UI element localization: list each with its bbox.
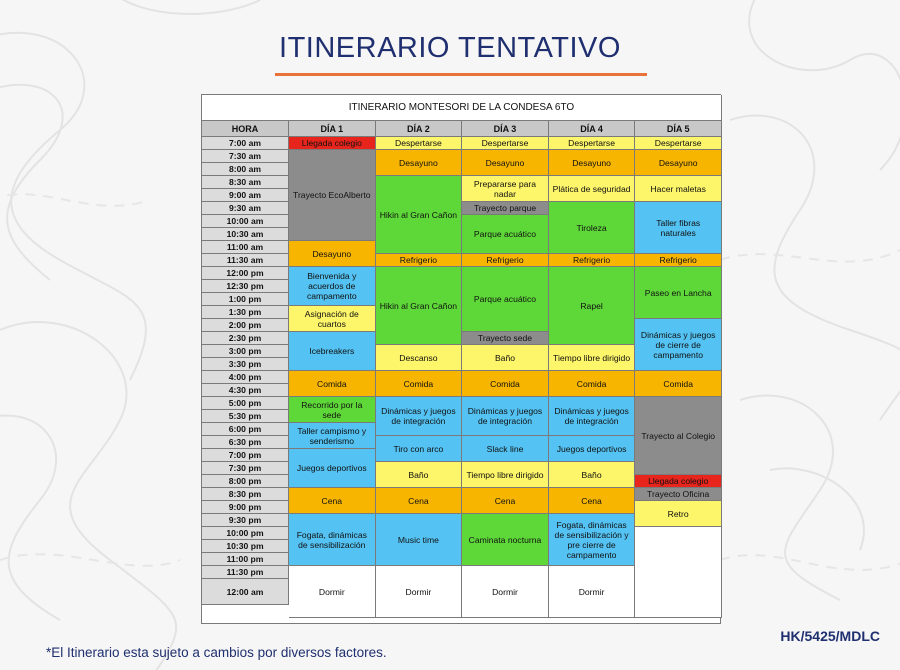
hour-label: 10:30 pm: [202, 540, 289, 553]
event-cell: Trayecto al Colegio: [635, 397, 722, 475]
hour-label: 10:00 pm: [202, 527, 289, 540]
event-cell: Comida: [549, 371, 636, 397]
event-cell: Dormir: [376, 566, 463, 618]
hour-label: 7:00 am: [202, 137, 289, 150]
event-cell: Cena: [376, 488, 463, 514]
event-cell: Desayuno: [549, 150, 636, 176]
event-cell: Comida: [376, 371, 463, 397]
table-caption: ITINERARIO MONTESORI DE LA CONDESA 6TO: [202, 95, 722, 121]
event-cell: Tiro con arco: [376, 436, 463, 462]
event-cell: Desayuno: [376, 150, 463, 176]
event-cell: Recorrido por la sede: [289, 397, 376, 423]
event-cell: Dinámicas y juegos de integración: [462, 397, 549, 436]
event-cell: Despertarse: [635, 137, 722, 150]
hour-label: 12:30 pm: [202, 280, 289, 293]
header-dia-2: DÍA 2: [376, 121, 463, 137]
event-cell: Hikin al Gran Cañon: [376, 176, 463, 254]
hour-label: 11:00 pm: [202, 553, 289, 566]
hour-label: 10:30 am: [202, 228, 289, 241]
event-cell: [635, 527, 722, 618]
event-cell: Parque acuático: [462, 267, 549, 332]
page-title: ITINERARIO TENTATIVO: [279, 32, 621, 64]
event-cell: Refrigerio: [376, 254, 463, 267]
hour-label: 1:30 pm: [202, 306, 289, 319]
event-cell: Llegada colegio: [289, 137, 376, 150]
event-cell: Juegos deportivos: [289, 449, 376, 488]
hour-label: 4:00 pm: [202, 371, 289, 384]
event-cell: Comida: [462, 371, 549, 397]
hour-label: 2:30 pm: [202, 332, 289, 345]
event-cell: Trayecto parque: [462, 202, 549, 215]
hour-label: 8:30 pm: [202, 488, 289, 501]
hour-label: 7:30 pm: [202, 462, 289, 475]
event-cell: Llegada colegio: [635, 475, 722, 488]
hour-label: 11:30 am: [202, 254, 289, 267]
event-cell: Dormir: [549, 566, 636, 618]
title-underline: [275, 73, 647, 76]
event-cell: Taller campismo y senderismo: [289, 423, 376, 449]
event-cell: Icebreakers: [289, 332, 376, 371]
event-cell: Tiempo libre dirigido: [549, 345, 636, 371]
event-cell: Rapel: [549, 267, 636, 345]
header-hora: HORA: [202, 121, 289, 137]
event-cell: Music time: [376, 514, 463, 566]
hour-label: 3:00 pm: [202, 345, 289, 358]
hour-label: 5:30 pm: [202, 410, 289, 423]
event-cell: Despertarse: [376, 137, 463, 150]
event-cell: Fogata, dinámicas de sensibilización: [289, 514, 376, 566]
event-cell: Despertarse: [549, 137, 636, 150]
event-cell: Slack line: [462, 436, 549, 462]
header-dia-4: DÍA 4: [549, 121, 636, 137]
event-cell: Fogata, dinámicas de sensibilización y pre cierre de campamento: [549, 514, 636, 566]
event-cell: Taller fibras naturales: [635, 202, 722, 254]
event-cell: Comida: [635, 371, 722, 397]
event-cell: Refrigerio: [462, 254, 549, 267]
event-cell: Comida: [289, 371, 376, 397]
hour-label: 12:00 pm: [202, 267, 289, 280]
event-cell: Caminata nocturna: [462, 514, 549, 566]
hour-label: 2:00 pm: [202, 319, 289, 332]
hour-label: 8:30 am: [202, 176, 289, 189]
event-cell: Hikin al Gran Cañon: [376, 267, 463, 345]
event-cell: Plática de seguridad: [549, 176, 636, 202]
event-cell: Dinámicas y juegos de integración: [376, 397, 463, 436]
event-cell: Juegos deportivos: [549, 436, 636, 462]
event-cell: Tiempo libre dirigido: [462, 462, 549, 488]
hour-label: 5:00 pm: [202, 397, 289, 410]
hour-label: 8:00 pm: [202, 475, 289, 488]
event-cell: Cena: [549, 488, 636, 514]
event-cell: Refrigerio: [635, 254, 722, 267]
event-cell: Parque acuático: [462, 215, 549, 254]
event-cell: Baño: [462, 345, 549, 371]
event-cell: Baño: [549, 462, 636, 488]
event-cell: Trayecto Oficina: [635, 488, 722, 501]
itinerary-table: [201, 94, 721, 624]
event-cell: Desayuno: [462, 150, 549, 176]
event-cell: Paseo en Lancha: [635, 267, 722, 319]
event-cell: Baño: [376, 462, 463, 488]
hour-label: 6:30 pm: [202, 436, 289, 449]
event-cell: Refrigerio: [549, 254, 636, 267]
hour-label: 9:30 pm: [202, 514, 289, 527]
event-cell: Dinámicas y juegos de cierre de campamento: [635, 319, 722, 371]
hour-label: 7:30 am: [202, 150, 289, 163]
event-cell: Cena: [462, 488, 549, 514]
hour-label: 8:00 am: [202, 163, 289, 176]
header-dia-3: DÍA 3: [462, 121, 549, 137]
hour-label: 9:00 am: [202, 189, 289, 202]
event-cell: Desayuno: [635, 150, 722, 176]
hour-label: 11:00 am: [202, 241, 289, 254]
hour-label: 11:30 pm: [202, 566, 289, 579]
event-cell: Dinámicas y juegos de integración: [549, 397, 636, 436]
hour-label: 1:00 pm: [202, 293, 289, 306]
footnote: *El Itinerario esta sujeto a cambios por diversos factores.: [46, 645, 387, 660]
document-code: HK/5425/MDLC: [780, 628, 880, 644]
event-cell: Despertarse: [462, 137, 549, 150]
event-cell: Asignación de cuartos: [289, 306, 376, 332]
event-cell: Cena: [289, 488, 376, 514]
event-cell: Prepararse para nadar: [462, 176, 549, 202]
event-cell: Descanso: [376, 345, 463, 371]
event-cell: Tiroleza: [549, 202, 636, 254]
event-cell: Bienvenida y acuerdos de campamento: [289, 267, 376, 306]
hour-label: 6:00 pm: [202, 423, 289, 436]
hour-label: 4:30 pm: [202, 384, 289, 397]
hour-label: 10:00 am: [202, 215, 289, 228]
event-cell: Trayecto sede: [462, 332, 549, 345]
event-cell: Hacer maletas: [635, 176, 722, 202]
hour-label: 9:00 pm: [202, 501, 289, 514]
hour-label: 3:30 pm: [202, 358, 289, 371]
event-cell: Dormir: [462, 566, 549, 618]
event-cell: Trayecto EcoAlberto: [289, 150, 376, 241]
header-dia-1: DÍA 1: [289, 121, 376, 137]
event-cell: Dormir: [289, 566, 376, 618]
hour-label: 7:00 pm: [202, 449, 289, 462]
header-dia-5: DÍA 5: [635, 121, 722, 137]
hour-label: 12:00 am: [202, 579, 289, 605]
event-cell: Retro: [635, 501, 722, 527]
event-cell: Desayuno: [289, 241, 376, 267]
hour-label: 9:30 am: [202, 202, 289, 215]
